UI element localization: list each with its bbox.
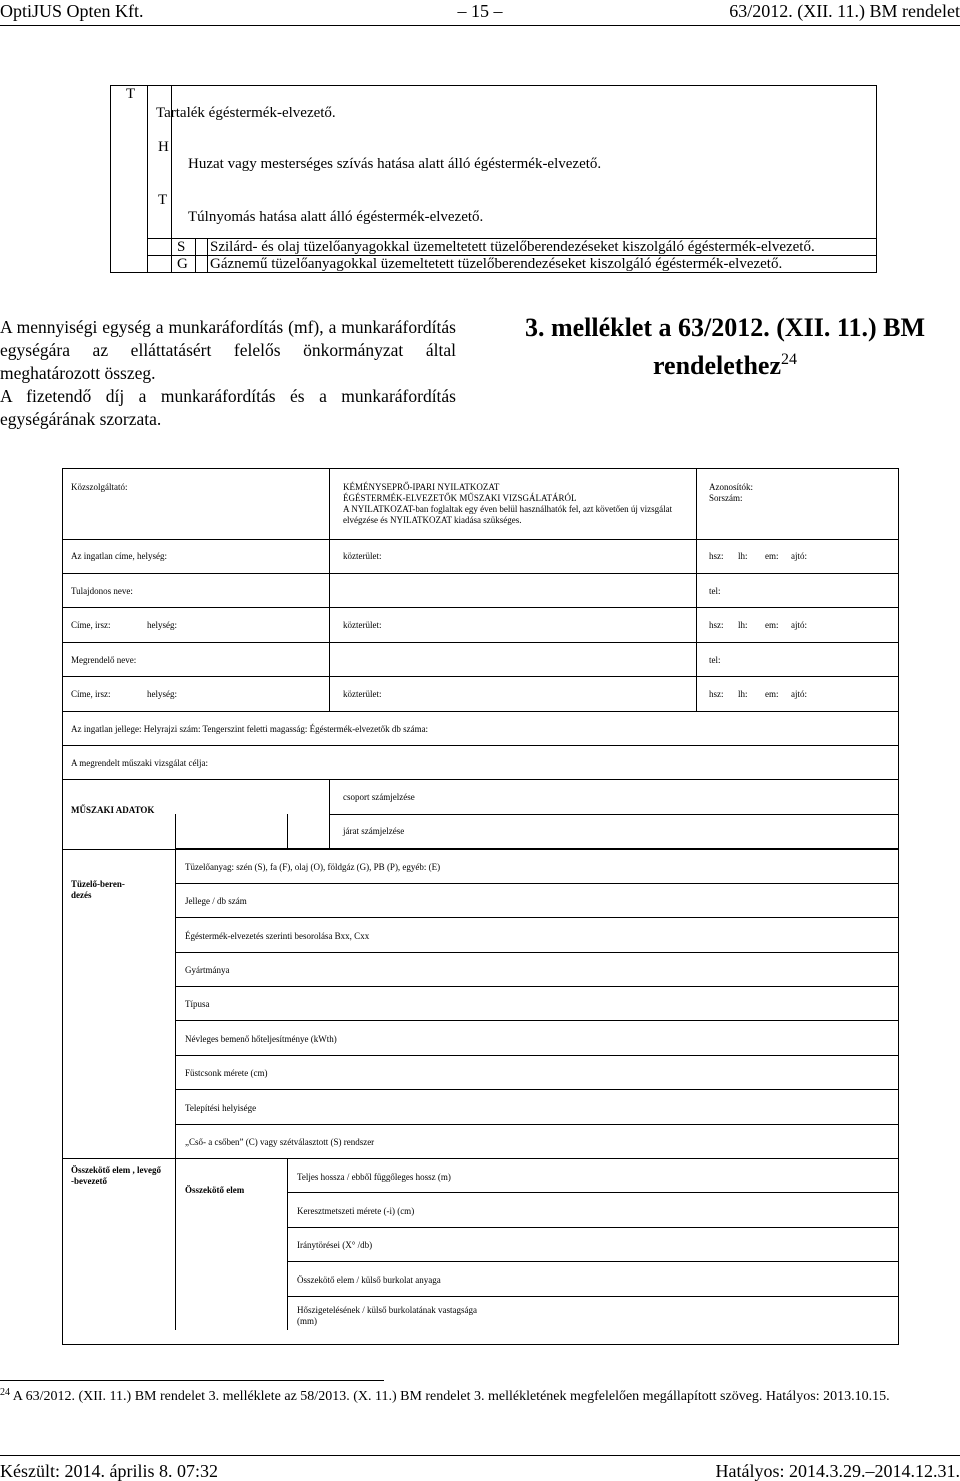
annex-title: [490, 312, 960, 382]
property-address-label: Az ingatlan címe, helység:: [71, 551, 167, 561]
appliance-row: Telepítési helyisége: [185, 1103, 257, 1113]
property-type-label: Az ingatlan jellege: Helyrajzi szám: Tengerszint feletti magasság: Égéstermék-elvezetők db száma:: [71, 724, 429, 734]
hsz-label: hsz:: [709, 551, 724, 561]
helyseg-label: helység:: [147, 620, 177, 630]
legend-text: Huzat vagy mesterséges szívás hatása alatt álló égéstermék-elvezető.: [188, 156, 602, 172]
em-label: em:: [765, 689, 779, 699]
inspection-purpose-label: A megrendelt műszaki vizsgálat célja:: [71, 758, 208, 768]
declaration-form: [62, 468, 899, 1345]
legend-table: [110, 85, 877, 273]
appliance-label: Tüzelő-beren-dezés: [71, 879, 125, 900]
header-page-number: – 15 –: [457, 1, 503, 21]
connector-row: Keresztmetszeti mérete (-i) (cm): [297, 1206, 415, 1216]
kozterulet-label: közterület:: [343, 689, 382, 699]
em-label: em:: [765, 551, 779, 561]
ajto-label: ajtó:: [791, 689, 807, 699]
legend-text: Gáznemű tüzelőanyagokkal üzemeltetett tüzelőberendezéseket kiszolgáló égéstermék-elvezető.: [210, 256, 783, 272]
declaration-note: A NYILATKOZAT-ban foglaltak egy éven belül használhatók fel, azt követően új vizsgálat elvégzése és NYILATKOZAT kiadása szükséges.: [343, 504, 673, 525]
ajto-label: ajtó:: [791, 620, 807, 630]
appliance-row: Névleges bemenő hőteljesítménye (kWth): [185, 1034, 337, 1044]
legend-text: Tartalék égéstermék-elvezető.: [156, 105, 336, 121]
appliance-row: Jellege / db szám: [185, 896, 247, 906]
connector-element-label: Összekötő elem: [185, 1185, 245, 1195]
connector-row: Hőszigetelésének / külső burkolatának vastagsága (mm): [297, 1305, 477, 1326]
flue-code-label: járat számjelzése: [343, 826, 405, 836]
group-code-label: csoport számjelzése: [343, 792, 415, 802]
helyseg-label: helység:: [147, 689, 177, 699]
appliance-row: Tüzelőanyag: szén (S), fa (F), olaj (O), földgáz (G), PB (P), egyéb: (E): [185, 862, 441, 872]
legend-code: G: [177, 256, 188, 272]
connector-row: Összekötő elem / külső burkolat anyaga: [297, 1275, 441, 1285]
body-paragraph: [0, 316, 456, 431]
ajto-label: ajtó:: [791, 551, 807, 561]
header-rule: [0, 25, 960, 26]
legend-code: S: [177, 239, 186, 255]
legend-code: H: [158, 139, 169, 155]
annex-title-text: 3. melléklet a 63/2012. (XII. 11.) BM rendelethez: [524, 313, 926, 380]
kozszolgaltato-label: Közszolgáltató:: [71, 482, 128, 492]
footnote-text: A 63/2012. (XII. 11.) BM rendelet 3. melléklete az 58/2013. (X. 11.) BM rendelet 3. mellékletének megfelelően megállapított szöveg. Hatályos: 2013.10.15.: [12, 1389, 890, 1404]
connector-row: Iránytörései (X° /db): [297, 1240, 373, 1250]
irsz-label: Címe, irsz:: [71, 620, 111, 630]
lh-label: lh:: [738, 551, 748, 561]
appliance-row: „Cső- a csőben” (C) vagy szétválasztott (S) rendszer: [185, 1137, 375, 1147]
connector-row: Teljes hossza / ebből függőleges hossz (m): [297, 1172, 451, 1182]
appliance-row: Gyártmánya: [185, 965, 230, 975]
legend-text: Túlnyomás hatása alatt álló égéstermék-elvezető.: [188, 209, 484, 225]
footnote-rule: [0, 1380, 384, 1381]
footnote-mark: 24: [0, 1387, 10, 1398]
declaration-subtitle: ÉGÉSTERMÉK-ELVEZETŐK MŰSZAKI VIZSGÁLATÁRÓL: [343, 493, 577, 503]
header-right: 63/2012. (XII. 11.) BM rendelet: [729, 1, 960, 21]
paragraph-text: A mennyiségi egység a munkaráfordítás (mf), a munkaráfordítás egységára az elláttatásért felelős önkormányzat által meghatározott összeg.: [0, 317, 456, 383]
azonositok-label: Azonosítók:: [709, 482, 753, 492]
legend-text: Szilárd- és olaj tüzelőanyagokkal üzemeltetett tüzelőberendezéseket kiszolgáló égéstermék-elvezető.: [210, 239, 815, 255]
appliance-row: Égéstermék-elvezetés szerinti besorolása Bxx, Cxx: [185, 931, 370, 941]
legend-code: T: [126, 86, 136, 102]
declaration-title: KÉMÉNYSEPRŐ-IPARI NYILATKOZAT: [343, 482, 500, 492]
hsz-label: hsz:: [709, 689, 724, 699]
sorszam-label: Sorszám:: [709, 493, 743, 503]
technical-data-label: MŰSZAKI ADATOK: [71, 805, 155, 815]
owner-name-label: Tulajdonos neve:: [71, 586, 133, 596]
kozterulet-label: közterület:: [343, 620, 382, 630]
em-label: em:: [765, 620, 779, 630]
legend-code: T: [158, 192, 168, 208]
irsz-label: Címe, irsz:: [71, 689, 111, 699]
connector-label: Összekötő elem , levegő -bevezető: [71, 1165, 161, 1186]
lh-label: lh:: [738, 689, 748, 699]
appliance-row: Füstcsonk mérete (cm): [185, 1068, 268, 1078]
footer-right: Hatályos: 2014.3.29.–2014.12.31.: [715, 1461, 960, 1481]
footnote: [0, 1385, 960, 1405]
lh-label: lh:: [738, 620, 748, 630]
paragraph-text: A fizetendő díj a munkaráfordítás és a munkaráfordítás egységárának szorzata.: [0, 386, 456, 429]
kozterulet-label: közterület:: [343, 551, 382, 561]
annex-footnote-mark: 24: [781, 351, 798, 368]
hsz-label: hsz:: [709, 620, 724, 630]
appliance-row: Típusa: [185, 999, 210, 1009]
customer-name-label: Megrendelő neve:: [71, 655, 137, 665]
tel-label: tel:: [709, 586, 721, 596]
tel-label: tel:: [709, 655, 721, 665]
footer-rule: [0, 1455, 960, 1456]
header-left: OptiJUS Opten Kft.: [0, 1, 144, 21]
footer-left: Készült: 2014. április 8. 07:32: [0, 1461, 218, 1481]
